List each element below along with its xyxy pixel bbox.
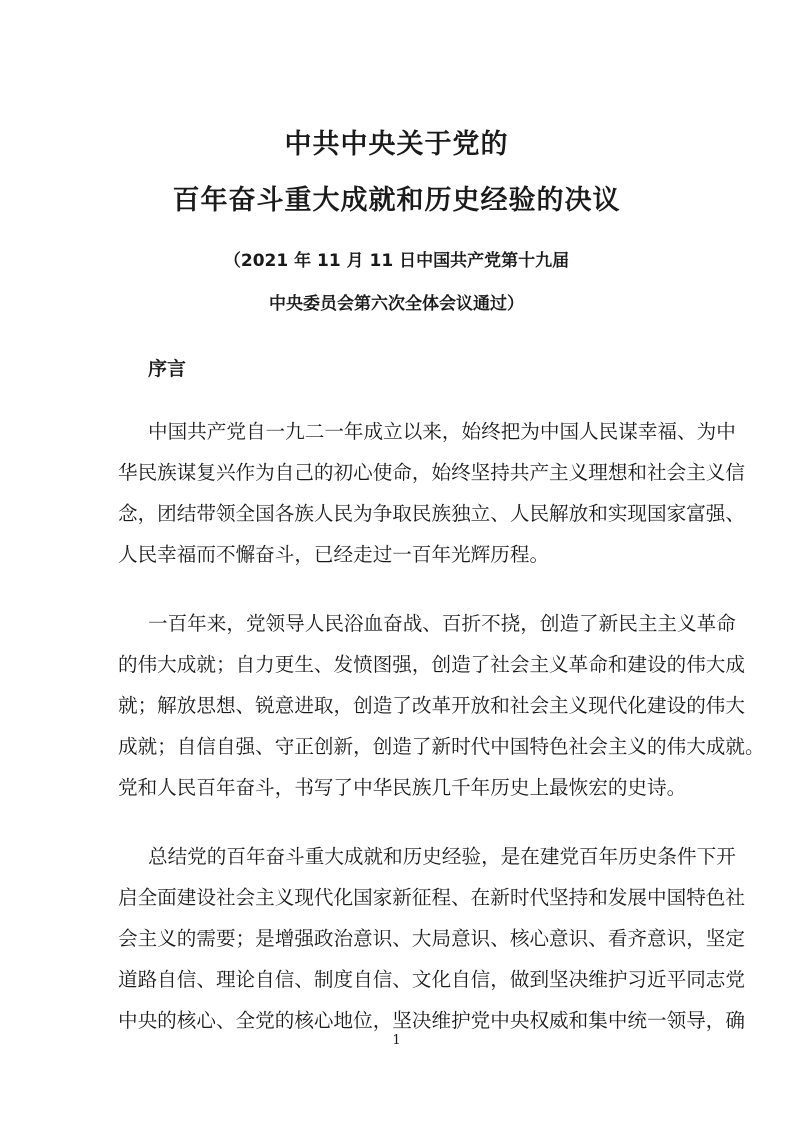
document-subtitle-line-1: （2021 年 11 月 11 日中国共产党第十九届 bbox=[223, 251, 570, 271]
document-subtitle-line-2: 中央委员会第六次全体会议通过） bbox=[269, 294, 524, 314]
paragraph-line: 中央的核心、全党的核心地位，坚决维护党中央权威和集中统一领导，确 bbox=[118, 1009, 745, 1032]
paragraph-line: 就；解放思想、锐意进取，创造了改革开放和社会主义现代化建设的伟大 bbox=[118, 694, 745, 717]
paragraph-line: 成就；自信自强、守正创新，创造了新时代中国特色社会主义的伟大成就。 bbox=[118, 735, 765, 758]
paragraph-line: 念，团结带领全国各族人民为争取民族独立、人民解放和实现国家富强、 bbox=[118, 502, 745, 525]
paragraph-line: 中国共产党自一九二一年成立以来，始终把为中国人民谋幸福、为中 bbox=[148, 420, 736, 443]
paragraph-line: 会主义的需要；是增强政治意识、大局意识、核心意识、看齐意识，坚定 bbox=[118, 927, 745, 950]
paragraph-line: 华民族谋复兴作为自己的初心使命，始终坚持共产主义理想和社会主义信 bbox=[118, 461, 745, 484]
paragraph-line: 总结党的百年奋斗重大成就和历史经验，是在建党百年历史条件下开 bbox=[148, 845, 736, 868]
section-heading: 序言 bbox=[148, 358, 187, 380]
page-number: 1 bbox=[392, 1033, 401, 1048]
paragraph-line: 党和人民百年奋斗，书写了中华民族几千年历史上最恢宏的史诗。 bbox=[118, 776, 687, 799]
paragraph-line: 一百年来，党领导人民浴血奋战、百折不挠，创造了新民主主义革命 bbox=[148, 612, 736, 635]
document-title-line-1: 中共中央关于党的 bbox=[284, 129, 509, 160]
document-title-line-2: 百年奋斗重大成就和历史经验的决议 bbox=[172, 185, 621, 216]
paragraph-line: 道路自信、理论自信、制度自信、文化自信，做到坚决维护习近平同志党 bbox=[118, 968, 745, 991]
paragraph-line: 的伟大成就；自力更生、发愤图强，创造了社会主义革命和建设的伟大成 bbox=[118, 653, 745, 676]
paragraph-line: 人民幸福而不懈奋斗，已经走过一百年光辉历程。 bbox=[118, 543, 550, 566]
paragraph-line: 启全面建设社会主义现代化国家新征程、在新时代坚持和发展中国特色社 bbox=[118, 886, 745, 909]
